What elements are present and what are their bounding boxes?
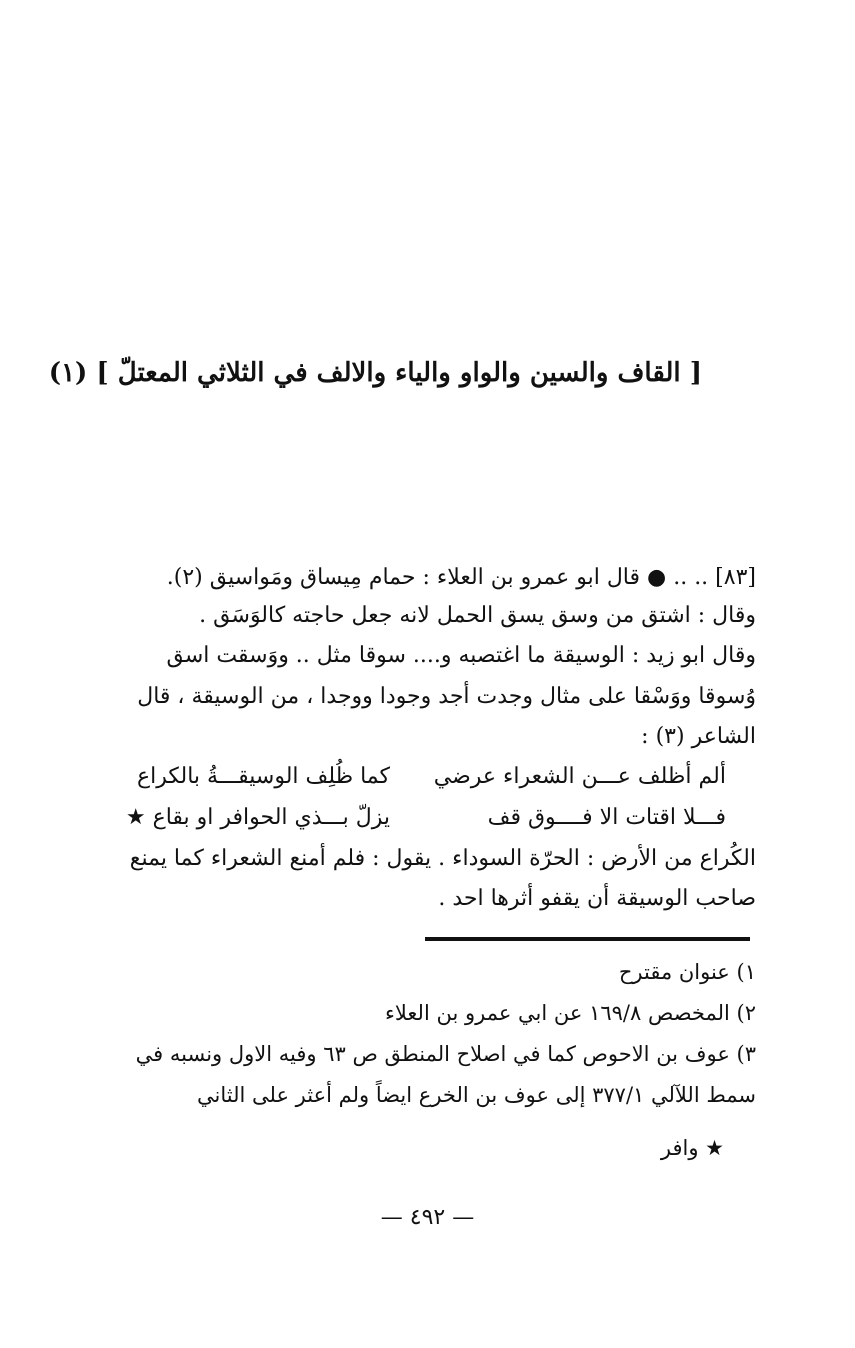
commentary-line-2: صاحب الوسيقة أن يقفو أثرها احد .	[438, 886, 756, 911]
footnote-3-line-2: سمط اللآلي ٣٧٧/١ إلى عوف بن الخرع ايضاً ولم أعثر على الثاني	[197, 1083, 756, 1107]
footnote-3-line-1: ٣) عوف بن الاحوص كما في اصلاح المنطق ص ٦٣ وفيه الاول ونسبه في	[135, 1042, 756, 1066]
entry-line-2: وقال : اشتق من وسق يسق الحمل لانه جعل حاجته كالوَسَق .	[199, 603, 756, 628]
verse-2-second-hemistich: يزلّ بـــذي الحوافر او بقاع ★	[125, 805, 390, 830]
section-title: [ القاف والسين والواو والياء والالف في الثلاثي المعتلّ ] (١)	[48, 358, 702, 388]
footnote-divider	[425, 937, 750, 941]
entry-line-1: [٨٣] .. .. ● قال ابو عمرو بن العلاء : حمام مِيساق ومَواسيق (٢).	[166, 565, 756, 590]
entry-line-3: وقال ابو زيد : الوسيقة ما اغتصبه و.... سوقا مثل .. ووَسقت اسق	[166, 643, 756, 668]
entry-line-5: الشاعر (٣) :	[641, 724, 756, 749]
meter-note: ★ وافر	[660, 1136, 724, 1160]
verse-2-first-hemistich: فـــلا اقتات الا فــــوق قف	[487, 805, 726, 830]
entry-line-4: وُسوقا ووَسْقا على مثال وجدت أجد وجودا ووجدا ، من الوسيقة ، قال	[137, 684, 756, 709]
page-number: — ٤٩٢ —	[380, 1205, 475, 1230]
commentary-line-1: الكُراع من الأرض : الحرّة السوداء . يقول : فلم أمنع الشعراء كما يمنع	[129, 846, 756, 871]
footnote-2: ٢) المخصص ١٦٩/٨ عن ابي عمرو بن العلاء	[385, 1001, 756, 1025]
verse-1-second-hemistich: كما ظُلِف الوسيقـــةُ بالكراع	[136, 764, 390, 789]
verse-1-first-hemistich: ألم أظلف عـــن الشعراء عرضي	[433, 764, 726, 789]
footnote-1: ١) عنوان مقترح	[618, 960, 756, 984]
